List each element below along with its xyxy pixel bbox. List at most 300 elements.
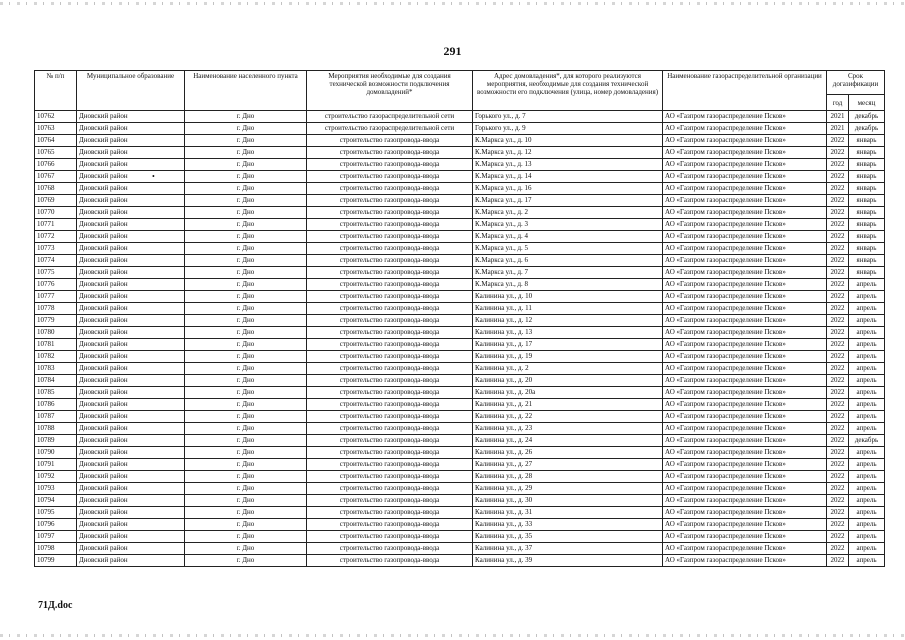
cell-organization: АО «Газпром газораспределение Псков» xyxy=(663,183,827,195)
cell-row-number: 10767 xyxy=(35,171,77,183)
cell-year: 2022 xyxy=(827,519,849,531)
cell-year: 2022 xyxy=(827,315,849,327)
cell-measure: строительство газопровода-ввода xyxy=(307,411,473,423)
cell-row-number: 10788 xyxy=(35,423,77,435)
cell-measure: строительство газопровода-ввода xyxy=(307,471,473,483)
cell-row-number: 10779 xyxy=(35,315,77,327)
cell-municipality: Дновский район xyxy=(77,459,185,471)
cell-year: 2022 xyxy=(827,555,849,567)
cell-row-number: 10784 xyxy=(35,375,77,387)
cell-municipality: Дновский район xyxy=(77,255,185,267)
cell-month: январь xyxy=(849,171,885,183)
cell-organization: АО «Газпром газораспределение Псков» xyxy=(663,423,827,435)
cell-month: апрель xyxy=(849,459,885,471)
cell-organization: АО «Газпром газораспределение Псков» xyxy=(663,531,827,543)
cell-locality: г. Дно xyxy=(185,111,307,123)
cell-address: Калинина ул., д. 33 xyxy=(473,519,663,531)
table-row xyxy=(35,435,885,447)
cell-locality: г. Дно xyxy=(185,531,307,543)
cell-row-number: 10773 xyxy=(35,243,77,255)
cell-locality: г. Дно xyxy=(185,459,307,471)
cell-municipality: Дновский район xyxy=(77,495,185,507)
cell-year: 2022 xyxy=(827,135,849,147)
cell-address: К.Маркса ул., д. 7 xyxy=(473,267,663,279)
cell-organization: АО «Газпром газораспределение Псков» xyxy=(663,387,827,399)
cell-measure: строительство газопровода-ввода xyxy=(307,519,473,531)
cell-month: январь xyxy=(849,195,885,207)
cell-address: Калинина ул., д. 39 xyxy=(473,555,663,567)
cell-measure: строительство газопровода-ввода xyxy=(307,303,473,315)
cell-address: К.Маркса ул., д. 2 xyxy=(473,207,663,219)
cell-measure: строительство газопровода-ввода xyxy=(307,495,473,507)
table-row xyxy=(35,279,885,291)
cell-year: 2022 xyxy=(827,399,849,411)
cell-address: Калинина ул., д. 24 xyxy=(473,435,663,447)
cell-address: К.Маркса ул., д. 14 xyxy=(473,171,663,183)
cell-municipality: Дновский район xyxy=(77,411,185,423)
cell-row-number: 10783 xyxy=(35,363,77,375)
document-filename: 71Д.doc xyxy=(38,600,73,611)
cell-locality: г. Дно xyxy=(185,255,307,267)
cell-municipality: Дновский район xyxy=(77,363,185,375)
cell-locality: г. Дно xyxy=(185,219,307,231)
cell-address: Калинина ул., д. 12 xyxy=(473,315,663,327)
table-row xyxy=(35,291,885,303)
cell-measure: строительство газопровода-ввода xyxy=(307,171,473,183)
cell-year: 2022 xyxy=(827,243,849,255)
cell-measure: строительство газопровода-ввода xyxy=(307,207,473,219)
cell-organization: АО «Газпром газораспределение Псков» xyxy=(663,219,827,231)
cell-locality: г. Дно xyxy=(185,207,307,219)
table-row xyxy=(35,123,885,135)
cell-locality: г. Дно xyxy=(185,351,307,363)
cell-organization: АО «Газпром газораспределение Псков» xyxy=(663,267,827,279)
cell-year: 2021 xyxy=(827,111,849,123)
cell-address: Калинина ул., д. 2 xyxy=(473,363,663,375)
cell-month: январь xyxy=(849,219,885,231)
cell-month: апрель xyxy=(849,411,885,423)
cell-municipality: Дновский район xyxy=(77,135,185,147)
table-row xyxy=(35,135,885,147)
cell-measure: строительство газопровода-ввода xyxy=(307,447,473,459)
cell-locality: г. Дно xyxy=(185,363,307,375)
cell-address: К.Маркса ул., д. 8 xyxy=(473,279,663,291)
cell-locality: г. Дно xyxy=(185,267,307,279)
cell-locality: г. Дно xyxy=(185,279,307,291)
cell-month: январь xyxy=(849,135,885,147)
table-row xyxy=(35,411,885,423)
cell-measure: строительство газопровода-ввода xyxy=(307,363,473,375)
cell-year: 2022 xyxy=(827,291,849,303)
cell-address: К.Маркса ул., д. 16 xyxy=(473,183,663,195)
stray-mark: • xyxy=(152,172,155,181)
cell-row-number: 10795 xyxy=(35,507,77,519)
cell-year: 2022 xyxy=(827,159,849,171)
cell-municipality: Дновский район xyxy=(77,339,185,351)
table-row xyxy=(35,219,885,231)
table-row xyxy=(35,555,885,567)
cell-locality: г. Дно xyxy=(185,195,307,207)
cell-municipality: Дновский район xyxy=(77,123,185,135)
cell-organization: АО «Газпром газораспределение Псков» xyxy=(663,315,827,327)
cell-organization: АО «Газпром газораспределение Псков» xyxy=(663,159,827,171)
cell-address: Калинина ул., д. 10 xyxy=(473,291,663,303)
cell-row-number: 10778 xyxy=(35,303,77,315)
cell-month: апрель xyxy=(849,447,885,459)
cell-organization: АО «Газпром газораспределение Псков» xyxy=(663,375,827,387)
cell-year: 2022 xyxy=(827,195,849,207)
cell-year: 2022 xyxy=(827,327,849,339)
cell-organization: АО «Газпром газораспределение Псков» xyxy=(663,495,827,507)
cell-locality: г. Дно xyxy=(185,447,307,459)
cell-locality: г. Дно xyxy=(185,483,307,495)
cell-row-number: 10796 xyxy=(35,519,77,531)
cell-month: апрель xyxy=(849,279,885,291)
table-row xyxy=(35,375,885,387)
table-row xyxy=(35,183,885,195)
cell-locality: г. Дно xyxy=(185,231,307,243)
cell-municipality: Дновский район xyxy=(77,543,185,555)
cell-address: К.Маркса ул., д. 6 xyxy=(473,255,663,267)
cell-organization: АО «Газпром газораспределение Псков» xyxy=(663,399,827,411)
table-row xyxy=(35,303,885,315)
cell-municipality: Дновский район xyxy=(77,447,185,459)
table-row xyxy=(35,243,885,255)
cell-month: январь xyxy=(849,183,885,195)
table-row xyxy=(35,507,885,519)
page-number: 291 xyxy=(443,44,462,58)
cell-month: апрель xyxy=(849,531,885,543)
cell-row-number: 10790 xyxy=(35,447,77,459)
cell-measure: строительство газопровода-ввода xyxy=(307,483,473,495)
cell-locality: г. Дно xyxy=(185,147,307,159)
cell-year: 2022 xyxy=(827,267,849,279)
cell-municipality: Дновский район xyxy=(77,279,185,291)
cell-municipality: Дновский район xyxy=(77,183,185,195)
cell-organization: АО «Газпром газораспределение Псков» xyxy=(663,171,827,183)
cell-organization: АО «Газпром газораспределение Псков» xyxy=(663,231,827,243)
cell-organization: АО «Газпром газораспределение Псков» xyxy=(663,291,827,303)
gasification-table xyxy=(34,70,885,567)
cell-month: апрель xyxy=(849,291,885,303)
cell-measure: строительство газопровода-ввода xyxy=(307,279,473,291)
cell-month: апрель xyxy=(849,375,885,387)
cell-row-number: 10777 xyxy=(35,291,77,303)
table-row xyxy=(35,171,885,183)
cell-organization: АО «Газпром газораспределение Псков» xyxy=(663,243,827,255)
cell-measure: строительство газопровода-ввода xyxy=(307,507,473,519)
cell-measure: строительство газопровода-ввода xyxy=(307,351,473,363)
cell-municipality: Дновский район xyxy=(77,171,185,183)
cell-row-number: 10766 xyxy=(35,159,77,171)
cell-row-number: 10764 xyxy=(35,135,77,147)
cell-locality: г. Дно xyxy=(185,495,307,507)
cell-address: Калинина ул., д. 26 xyxy=(473,447,663,459)
cell-municipality: Дновский район xyxy=(77,219,185,231)
cell-organization: АО «Газпром газораспределение Псков» xyxy=(663,303,827,315)
cell-municipality: Дновский район xyxy=(77,375,185,387)
cell-measure: строительство газопровода-ввода xyxy=(307,435,473,447)
cell-organization: АО «Газпром газораспределение Псков» xyxy=(663,543,827,555)
cell-municipality: Дновский район xyxy=(77,483,185,495)
cell-municipality: Дновский район xyxy=(77,399,185,411)
cell-measure: строительство газораспределительной сети xyxy=(307,111,473,123)
cell-year: 2022 xyxy=(827,375,849,387)
cell-month: апрель xyxy=(849,399,885,411)
cell-measure: строительство газопровода-ввода xyxy=(307,219,473,231)
cell-measure: строительство газопровода-ввода xyxy=(307,555,473,567)
cell-month: апрель xyxy=(849,363,885,375)
table-row xyxy=(35,267,885,279)
cell-year: 2022 xyxy=(827,255,849,267)
cell-address: Калинина ул., д. 19 xyxy=(473,351,663,363)
cell-year: 2022 xyxy=(827,279,849,291)
cell-municipality: Дновский район xyxy=(77,315,185,327)
cell-year: 2022 xyxy=(827,543,849,555)
table-row xyxy=(35,423,885,435)
cell-address: К.Маркса ул., д. 17 xyxy=(473,195,663,207)
cell-locality: г. Дно xyxy=(185,507,307,519)
table-row xyxy=(35,447,885,459)
table-row xyxy=(35,387,885,399)
cell-row-number: 10781 xyxy=(35,339,77,351)
cell-address: Калинина ул., д. 20 xyxy=(473,375,663,387)
cell-month: январь xyxy=(849,207,885,219)
cell-address: Калинина ул., д. 17 xyxy=(473,339,663,351)
cell-month: апрель xyxy=(849,543,885,555)
cell-month: апрель xyxy=(849,351,885,363)
cell-locality: г. Дно xyxy=(185,303,307,315)
cell-month: апрель xyxy=(849,483,885,495)
cell-address: Калинина ул., д. 27 xyxy=(473,459,663,471)
cell-organization: АО «Газпром газораспределение Псков» xyxy=(663,363,827,375)
cell-organization: АО «Газпром газораспределение Псков» xyxy=(663,507,827,519)
cell-measure: строительство газопровода-ввода xyxy=(307,195,473,207)
cell-row-number: 10762 xyxy=(35,111,77,123)
table-row xyxy=(35,255,885,267)
cell-organization: АО «Газпром газораспределение Псков» xyxy=(663,123,827,135)
table-row xyxy=(35,483,885,495)
cell-address: Калинина ул., д. 35 xyxy=(473,531,663,543)
cell-month: апрель xyxy=(849,471,885,483)
cell-organization: АО «Газпром газораспределение Псков» xyxy=(663,327,827,339)
cell-address: К.Маркса ул., д. 13 xyxy=(473,159,663,171)
cell-month: январь xyxy=(849,231,885,243)
cell-organization: АО «Газпром газораспределение Псков» xyxy=(663,411,827,423)
cell-organization: АО «Газпром газораспределение Псков» xyxy=(663,147,827,159)
cell-measure: строительство газопровода-ввода xyxy=(307,459,473,471)
table-row xyxy=(35,339,885,351)
table-row xyxy=(35,207,885,219)
cell-locality: г. Дно xyxy=(185,471,307,483)
table-row xyxy=(35,459,885,471)
cell-address: Калинина ул., д. 28 xyxy=(473,471,663,483)
cell-municipality: Дновский район xyxy=(77,351,185,363)
cell-locality: г. Дно xyxy=(185,135,307,147)
header-locality: Наименование населенного пункта xyxy=(185,71,307,111)
cell-locality: г. Дно xyxy=(185,543,307,555)
cell-month: январь xyxy=(849,147,885,159)
cell-measure: строительство газопровода-ввода xyxy=(307,399,473,411)
cell-year: 2022 xyxy=(827,207,849,219)
cell-row-number: 10791 xyxy=(35,459,77,471)
cell-organization: АО «Газпром газораспределение Псков» xyxy=(663,519,827,531)
cell-month: апрель xyxy=(849,303,885,315)
cell-locality: г. Дно xyxy=(185,411,307,423)
cell-row-number: 10797 xyxy=(35,531,77,543)
cell-year: 2022 xyxy=(827,411,849,423)
cell-municipality: Дновский район xyxy=(77,147,185,159)
cell-measure: строительство газопровода-ввода xyxy=(307,327,473,339)
cell-year: 2022 xyxy=(827,507,849,519)
cell-locality: г. Дно xyxy=(185,387,307,399)
cell-organization: АО «Газпром газораспределение Псков» xyxy=(663,135,827,147)
scan-edge-bottom xyxy=(0,634,905,637)
cell-locality: г. Дно xyxy=(185,327,307,339)
cell-month: декабрь xyxy=(849,435,885,447)
cell-row-number: 10763 xyxy=(35,123,77,135)
cell-row-number: 10798 xyxy=(35,543,77,555)
cell-measure: строительство газопровода-ввода xyxy=(307,135,473,147)
cell-municipality: Дновский район xyxy=(77,519,185,531)
cell-address: Калинина ул., д. 21 xyxy=(473,399,663,411)
cell-measure: строительство газопровода-ввода xyxy=(307,543,473,555)
cell-year: 2022 xyxy=(827,303,849,315)
table-body xyxy=(35,111,885,567)
cell-address: К.Маркса ул., д. 12 xyxy=(473,147,663,159)
cell-month: январь xyxy=(849,243,885,255)
cell-municipality: Дновский район xyxy=(77,291,185,303)
cell-municipality: Дновский район xyxy=(77,207,185,219)
cell-locality: г. Дно xyxy=(185,315,307,327)
cell-municipality: Дновский район xyxy=(77,111,185,123)
cell-month: апрель xyxy=(849,339,885,351)
cell-measure: строительство газопровода-ввода xyxy=(307,315,473,327)
cell-year: 2022 xyxy=(827,471,849,483)
cell-organization: АО «Газпром газораспределение Псков» xyxy=(663,471,827,483)
cell-year: 2022 xyxy=(827,495,849,507)
cell-row-number: 10780 xyxy=(35,327,77,339)
cell-year: 2022 xyxy=(827,183,849,195)
cell-address: Калинина ул., д. 37 xyxy=(473,543,663,555)
table-row xyxy=(35,495,885,507)
cell-municipality: Дновский район xyxy=(77,195,185,207)
cell-address: Калинина ул., д. 23 xyxy=(473,423,663,435)
cell-organization: АО «Газпром газораспределение Псков» xyxy=(663,195,827,207)
cell-row-number: 10794 xyxy=(35,495,77,507)
cell-row-number: 10768 xyxy=(35,183,77,195)
cell-row-number: 10787 xyxy=(35,411,77,423)
cell-municipality: Дновский район xyxy=(77,267,185,279)
cell-month: апрель xyxy=(849,555,885,567)
cell-month: декабрь xyxy=(849,123,885,135)
header-address: Адрес домовладения*, для которого реализуются мероприятия, необходимые для создания технической возможности его подключения (улица, номер домовладения) xyxy=(473,71,663,111)
cell-row-number: 10774 xyxy=(35,255,77,267)
cell-row-number: 10785 xyxy=(35,387,77,399)
cell-measure: строительство газопровода-ввода xyxy=(307,531,473,543)
cell-organization: АО «Газпром газораспределение Псков» xyxy=(663,483,827,495)
header-deadline: Срок догазификации xyxy=(827,71,885,95)
cell-municipality: Дновский район xyxy=(77,243,185,255)
cell-measure: строительство газопровода-ввода xyxy=(307,231,473,243)
cell-locality: г. Дно xyxy=(185,339,307,351)
cell-locality: г. Дно xyxy=(185,243,307,255)
cell-year: 2022 xyxy=(827,459,849,471)
header-org: Наименование газораспределительной организации xyxy=(663,71,827,111)
cell-address: Калинина ул., д. 13 xyxy=(473,327,663,339)
table-row xyxy=(35,111,885,123)
cell-municipality: Дновский район xyxy=(77,531,185,543)
table-row xyxy=(35,543,885,555)
cell-row-number: 10793 xyxy=(35,483,77,495)
cell-address: К.Маркса ул., д. 10 xyxy=(473,135,663,147)
header-num: № п/п xyxy=(35,71,77,111)
cell-year: 2022 xyxy=(827,483,849,495)
cell-measure: строительство газораспределительной сети xyxy=(307,123,473,135)
cell-municipality: Дновский район xyxy=(77,507,185,519)
cell-measure: строительство газопровода-ввода xyxy=(307,159,473,171)
cell-organization: АО «Газпром газораспределение Псков» xyxy=(663,207,827,219)
cell-measure: строительство газопровода-ввода xyxy=(307,387,473,399)
table-row xyxy=(35,231,885,243)
cell-measure: строительство газопровода-ввода xyxy=(307,375,473,387)
cell-locality: г. Дно xyxy=(185,159,307,171)
cell-year: 2022 xyxy=(827,231,849,243)
cell-row-number: 10799 xyxy=(35,555,77,567)
cell-year: 2022 xyxy=(827,351,849,363)
cell-address: Калинина ул., д. 20а xyxy=(473,387,663,399)
table-row xyxy=(35,519,885,531)
cell-locality: г. Дно xyxy=(185,555,307,567)
cell-month: апрель xyxy=(849,519,885,531)
cell-measure: строительство газопровода-ввода xyxy=(307,147,473,159)
cell-row-number: 10769 xyxy=(35,195,77,207)
cell-organization: АО «Газпром газораспределение Псков» xyxy=(663,555,827,567)
table-row xyxy=(35,471,885,483)
cell-municipality: Дновский район xyxy=(77,435,185,447)
cell-year: 2021 xyxy=(827,123,849,135)
header-municipality: Муниципальное образование xyxy=(77,71,185,111)
cell-row-number: 10782 xyxy=(35,351,77,363)
table-row xyxy=(35,195,885,207)
cell-locality: г. Дно xyxy=(185,375,307,387)
cell-address: К.Маркса ул., д. 4 xyxy=(473,231,663,243)
table-row xyxy=(35,159,885,171)
cell-year: 2022 xyxy=(827,435,849,447)
cell-organization: АО «Газпром газораспределение Псков» xyxy=(663,111,827,123)
header-year: год xyxy=(827,95,849,111)
cell-address: Калинина ул., д. 29 xyxy=(473,483,663,495)
cell-locality: г. Дно xyxy=(185,291,307,303)
cell-municipality: Дновский район xyxy=(77,231,185,243)
cell-municipality: Дновский район xyxy=(77,303,185,315)
cell-locality: г. Дно xyxy=(185,183,307,195)
header-month: месяц xyxy=(849,95,885,111)
cell-municipality: Дновский район xyxy=(77,555,185,567)
table-row xyxy=(35,327,885,339)
cell-municipality: Дновский район xyxy=(77,423,185,435)
cell-year: 2022 xyxy=(827,423,849,435)
cell-address: Горького ул., д. 7 xyxy=(473,111,663,123)
cell-month: апрель xyxy=(849,423,885,435)
cell-row-number: 10771 xyxy=(35,219,77,231)
cell-measure: строительство газопровода-ввода xyxy=(307,423,473,435)
cell-organization: АО «Газпром газораспределение Псков» xyxy=(663,459,827,471)
cell-month: апрель xyxy=(849,507,885,519)
table-row xyxy=(35,351,885,363)
cell-measure: строительство газопровода-ввода xyxy=(307,291,473,303)
cell-month: январь xyxy=(849,255,885,267)
